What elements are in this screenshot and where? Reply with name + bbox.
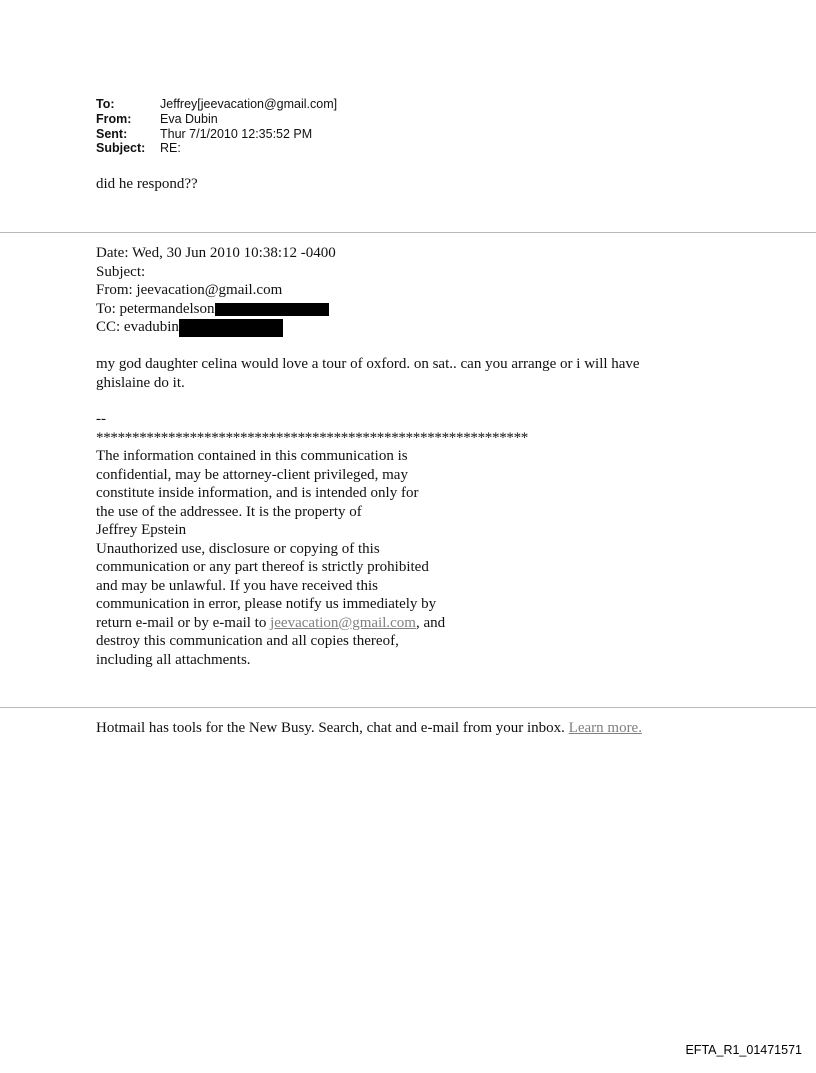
disclaimer-line: Jeffrey Epstein — [96, 522, 187, 538]
original-from: From: jeevacation@gmail.com — [96, 282, 283, 298]
document-id: EFTA_R1_01471571 — [685, 1043, 802, 1057]
original-cc-row — [96, 318, 336, 337]
redaction-bar — [179, 319, 283, 337]
sent-value: Thur 7/1/2010 12:35:52 PM — [160, 126, 313, 141]
from-label: From: — [96, 111, 132, 126]
header-subject-row — [96, 141, 337, 156]
divider-top — [0, 232, 816, 233]
original-to-row — [96, 300, 336, 319]
reply-text: did he respond?? — [96, 176, 198, 192]
disclaimer-line: constitute inside information, and is intended only for — [96, 485, 419, 501]
signature-block — [96, 410, 528, 669]
header-from-row — [96, 112, 337, 127]
to-value: Jeffrey[jeevacation@gmail.com] — [160, 97, 338, 111]
original-cc: CC: evadubin — [96, 319, 179, 335]
body-line: ghislaine do it. — [96, 374, 185, 391]
disclaimer-line: communication in error, please notify us immediately by — [96, 596, 437, 612]
divider-bottom — [0, 707, 816, 708]
email-link[interactable]: jeevacation@gmail.com — [270, 614, 416, 631]
subject-value: RE: — [160, 141, 181, 156]
from-value: Eva Dubin — [160, 111, 218, 126]
original-message-header — [96, 244, 336, 337]
header-to-row — [96, 97, 337, 112]
body-line: my god daughter celina would love a tour of oxford. on sat.. can you arrange or i will have — [96, 356, 640, 372]
sent-label: Sent: — [96, 126, 128, 141]
hotmail-footer — [96, 719, 642, 738]
disclaimer-line: and may be unlawful. If you have received this — [96, 577, 378, 594]
disclaimer-email-line — [96, 614, 528, 633]
learn-more-link[interactable]: Learn more. — [568, 720, 642, 736]
disclaimer-line: communication or any part thereof is strictly prohibited — [96, 559, 429, 575]
disclaimer-line: Unauthorized use, disclosure or copying of this — [96, 540, 380, 557]
disclaimer-email-suffix: , and — [415, 614, 446, 631]
disclaimer-email-prefix: return e-mail or by e-mail to — [96, 614, 271, 631]
header-sent-row — [96, 127, 337, 142]
disclaimer-line: including all attachments. — [96, 651, 251, 668]
disclaimer-line: destroy this communication and all copies thereof, — [96, 633, 399, 649]
email-header — [96, 97, 337, 156]
original-message-body — [96, 355, 716, 392]
signature-stars: ************************************************************ — [96, 429, 529, 446]
original-subject: Subject: — [96, 263, 146, 280]
original-to: To: petermandelson — [96, 300, 215, 317]
disclaimer-line: The information contained in this communication is — [96, 448, 408, 464]
original-date: Date: Wed, 30 Jun 2010 10:38:12 -0400 — [96, 245, 336, 261]
signature-dashes: -- — [96, 411, 106, 427]
subject-label: Subject: — [96, 141, 146, 156]
hotmail-footer-text: Hotmail has tools for the New Busy. Search, chat and e-mail from your inbox. — [96, 720, 569, 736]
redaction-bar — [215, 303, 329, 316]
to-label: To: — [96, 97, 115, 111]
disclaimer-line: the use of the addressee. It is the property of — [96, 503, 362, 520]
disclaimer-line: confidential, may be attorney-client privileged, may — [96, 466, 408, 483]
